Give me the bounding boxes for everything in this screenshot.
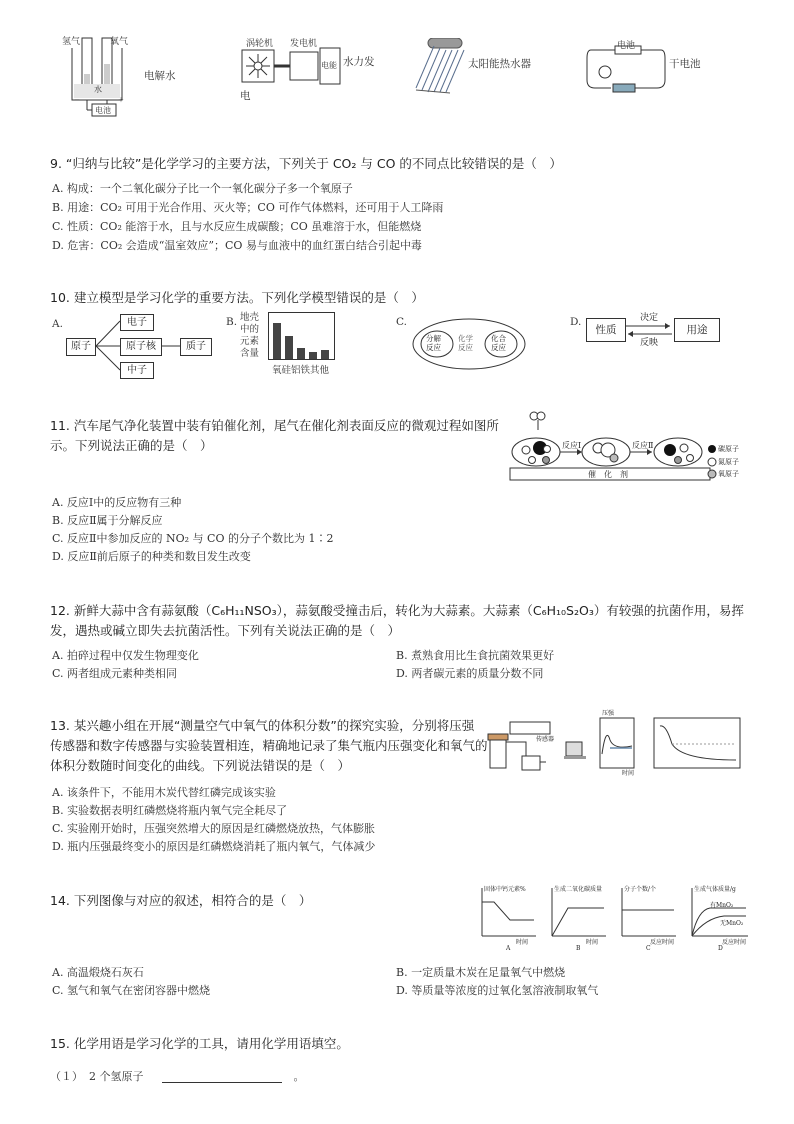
q11-stem-line1: 11. 汽车尾气净化装置中装有铂催化剂，尾气在催化剂表面反应的微观过程如图所 (50, 418, 499, 433)
q10-model-a (66, 312, 216, 380)
graph-b-xlabel: 时间 (586, 939, 599, 946)
decomposition-label-1: 分解 (426, 334, 441, 343)
q11-option-c[interactable]: C. 反应Ⅱ中参加反应的 NO₂ 与 CO 的分子个数比为 1∶2 (52, 532, 334, 545)
svg-text:＋: ＋ (118, 97, 125, 104)
graph-c-xlabel: 反应时间 (650, 939, 675, 946)
q12-stem-line1: 12. 新鲜大蒜中含有蒜氨酸（C₆H₁₁NSO₃），蒜氨酸受撞击后，转化为大蒜素。大蒜素（C₆H₁₀S₂O₃）有较强的抗菌作用，易挥 (50, 603, 744, 618)
q9-option-b[interactable]: B. 用途：CO₂ 可用于光合作用、灭火等；CO 可作气体燃料，还可用于人工降雨 (52, 201, 444, 214)
graph-d-note-no-mno2: 无MnO₂ (720, 920, 744, 927)
q10-option-d[interactable]: D. (570, 316, 582, 328)
q15-period: 。 (293, 1069, 305, 1083)
graph-d-letter: D (718, 945, 723, 952)
nucleus-box: 原子核 (120, 338, 162, 356)
svg-text:－: － (74, 97, 81, 104)
graph-b-ylabel: 生成二氧化碳质量 (554, 886, 603, 893)
q10-option-a[interactable]: A. (52, 318, 63, 330)
q12-option-d[interactable]: D. 两者碳元素的质量分数不同 (396, 667, 544, 680)
q11-option-d[interactable]: D. 反应Ⅱ前后原子的种类和数目发生改变 (52, 550, 251, 563)
q12-option-c[interactable]: C. 两者组成元素种类相同 (52, 667, 178, 680)
chemical-reaction-label-2: 反应 (458, 343, 473, 352)
graph-b-letter: B (576, 945, 581, 952)
q9-option-d[interactable]: D. 危害：CO₂ 会造成“温室效应”；CO 易与血液中的血红蛋白结合引起中毒 (52, 239, 422, 252)
hydro-caption-b: 电 (240, 90, 251, 102)
graph-a-ylabel: 固体中钙元素% (484, 886, 526, 893)
hydro-caption-a: 水力发 (343, 56, 375, 68)
q12-option-a[interactable]: A. 拍碎过程中仅发生物理变化 (52, 649, 199, 662)
experiment-apparatus-icon (486, 716, 746, 776)
q10-model-b (238, 312, 348, 378)
q14-graph-c (614, 884, 678, 952)
graph-b-plot (544, 884, 608, 944)
oxygen-label: 氧气 (110, 37, 129, 47)
q12-stem-line2: 发，遇热或碱立即失去抗菌活性。下列有关说法正确的是（ ） (50, 623, 401, 638)
q14-option-c[interactable]: C. 氢气和氧气在密闭容器中燃烧 (52, 984, 211, 997)
bar-iron (309, 352, 317, 359)
reaction1-label: 反应Ⅰ (562, 441, 582, 450)
crust-label-3: 元素 (240, 336, 260, 347)
electrolysis-apparatus-icon (62, 34, 202, 120)
q11-option-a[interactable]: A. 反应Ⅰ中的反应物有三种 (52, 496, 182, 509)
dry-cell-caption: 干电池 (669, 58, 701, 70)
time-axis-label: 时间 (622, 770, 635, 777)
q15-item-1 (50, 1066, 305, 1086)
reaction2-label: 反应Ⅱ (632, 441, 654, 450)
generator-label: 发电机 (290, 39, 318, 49)
q9-option-a[interactable]: A. 构成：一个二氧化碳分子比一个一氧化碳分子多一个氧原子 (52, 182, 353, 195)
catalytic-reaction-figure (508, 408, 744, 490)
q15-answer-blank[interactable] (162, 1070, 282, 1083)
combination-label-1: 化合 (491, 334, 506, 343)
q11-stem-line2: 示。下列说法正确的是（ ） (50, 438, 213, 453)
q14-option-d[interactable]: D. 等质量等浓度的过氧化氢溶液制取氧气 (396, 984, 599, 997)
graph-a-letter: A (506, 945, 511, 952)
electrolysis-figure (62, 34, 202, 120)
catalyst-label: 催 化 剂 (588, 470, 628, 479)
solar-caption: 太阳能热水器 (468, 58, 531, 70)
decomposition-label-2: 反应 (426, 343, 441, 352)
q15-stem: 15. 化学用语是学习化学的工具，请用化学用语填空。 (50, 1036, 349, 1051)
q10-option-b[interactable]: B. (226, 316, 238, 328)
q15-item-number: （１） (50, 1069, 83, 1083)
bar-silicon (285, 336, 293, 359)
atom-box: 原子 (66, 338, 96, 356)
q13-option-b[interactable]: B. 实验数据表明红磷燃烧将瓶内氧气完全耗尽了 (52, 804, 288, 817)
q13-option-a[interactable]: A. 该条件下，不能用木炭代替红磷完成该实验 (52, 786, 276, 799)
graph-d-plot (684, 884, 750, 944)
sensor-label: 传感器 (536, 736, 555, 743)
q13-option-c[interactable]: C. 实验刚开始时，压强突然增大的原因是红磷燃烧放热，气体膨胀 (52, 822, 376, 835)
q14-graph-d (684, 884, 750, 952)
q13-stem-line2: 传感器和数字传感器与实验装置相连，精确地记录了集气瓶内压强变化和氧气的 (50, 738, 488, 753)
grid-label: 电能 (321, 61, 337, 70)
q13-stem-line3: 体积分数随时间变化的曲线。下列说法错误的是（ ） (50, 758, 351, 773)
bar-aluminum (297, 348, 305, 359)
legend-carbon: 碳原子 (718, 445, 739, 453)
crust-label-2: 中的 (240, 324, 260, 335)
q10-stem: 10. 建立模型是学习化学的重要方法。下列化学模型错误的是（ ） (50, 290, 424, 305)
q14-option-a[interactable]: A. 高温煅烧石灰石 (52, 966, 144, 979)
crust-xlabel: 氧硅铝铁其他 (272, 365, 330, 376)
proton-box: 质子 (180, 338, 212, 356)
hydrogen-label: 氢气 (62, 37, 81, 47)
pressure-axis-label: 压强 (602, 710, 615, 717)
q13-option-d[interactable]: D. 瓶内压强最终变小的原因是红磷燃烧消耗了瓶内氧气，气体减少 (52, 840, 376, 853)
water-label: 水 (94, 85, 102, 94)
combination-label-2: 反应 (491, 343, 506, 352)
electrolysis-caption: 电解水 (144, 70, 176, 82)
q10-model-d (586, 312, 722, 352)
q12-option-b[interactable]: B. 煮熟食用比生食抗菌效果更好 (396, 649, 555, 662)
electron-box: 电子 (120, 314, 154, 331)
reflects-label: 反映 (640, 338, 659, 348)
graph-d-xlabel: 反应时间 (722, 939, 747, 946)
solar-heater-figure (410, 38, 550, 98)
solar-heater-icon (410, 38, 468, 94)
battery-label: 电池 (95, 106, 111, 115)
graph-a-xlabel: 时间 (516, 939, 529, 946)
hydro-figure (232, 36, 392, 106)
q10-option-c[interactable]: C. (396, 316, 407, 328)
graph-c-ylabel: 分子个数/个 (624, 886, 657, 893)
legend-nitrogen: 氮原子 (718, 458, 739, 466)
bar-oxygen (273, 323, 281, 359)
chemical-reaction-label-1: 化学 (458, 334, 473, 343)
graph-d-ylabel: 生成气体质量/g (694, 886, 736, 893)
crust-label-4: 含量 (240, 348, 260, 359)
q14-graph-a (474, 884, 538, 952)
dry-cell-figure (585, 38, 715, 98)
q14-graph-b (544, 884, 608, 952)
use-box: 用途 (674, 318, 720, 342)
q14-option-b[interactable]: B. 一定质量木炭在足量氧气中燃烧 (396, 966, 566, 979)
bar-other (321, 350, 329, 359)
q15-item-text: 2 个氢原子 (89, 1069, 144, 1083)
graph-c-plot (614, 884, 678, 944)
battery-label-2: 电池 (617, 41, 636, 51)
q9-option-c[interactable]: C. 性质：CO₂ 能溶于水，且与水反应生成碳酸；CO 虽难溶于水，但能燃烧 (52, 220, 422, 233)
turbine-label: 涡轮机 (246, 39, 274, 49)
graph-c-letter: C (646, 945, 651, 952)
crust-bar-chart (268, 312, 338, 362)
graph-a-plot (474, 884, 538, 944)
q10-model-c (412, 318, 526, 370)
q9-stem: 9. “归纳与比较”是化学学习的主要方法，下列关于 CO₂ 与 CO 的不同点比较错误的是（ ） (50, 156, 562, 171)
legend-oxygen: 氧原子 (718, 470, 739, 478)
q11-option-b[interactable]: B. 反应Ⅱ属于分解反应 (52, 514, 163, 527)
oxygen-experiment-figure (486, 710, 746, 777)
graph-d-note-mno2: 有MnO₂ (710, 902, 734, 909)
q14-stem: 14. 下列图像与对应的叙述，相符合的是（ ） (50, 893, 312, 908)
property-box: 性质 (586, 318, 626, 342)
crust-label-1: 地壳 (240, 312, 260, 323)
neutron-box: 中子 (120, 362, 154, 379)
determines-label: 决定 (640, 313, 659, 323)
q13-stem-line1: 13. 某兴趣小组在开展“测量空气中氧气的体积分数”的探究实验，分别将压强 (50, 718, 475, 733)
